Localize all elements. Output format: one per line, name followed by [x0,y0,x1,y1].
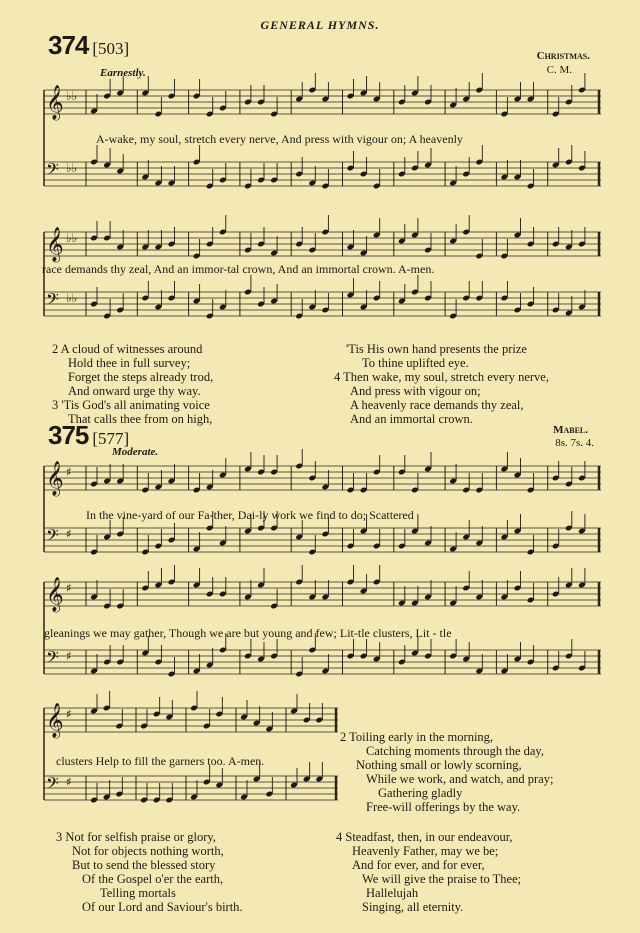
bass-clef-icon: 𝄢 [46,647,59,671]
verse-line: And an immortal crown. [350,412,473,426]
flat-icon: ♭♭ [66,231,78,245]
verse [52,342,213,398]
sharp-icon: ♯ [66,527,72,541]
verse-line: That calls thee from on high, [68,412,213,426]
verse-line: And onward urge thy way. [68,384,201,398]
hymn-374-title [48,30,129,61]
verse-line: Gathering gladly [378,786,463,800]
meter: 8s. 7s. 4. [555,437,594,449]
bass-clef-icon: 𝄢 [46,159,59,183]
meter: C. M. [546,64,572,76]
staff-system [40,86,603,216]
verse [56,830,243,914]
verse-line: And for ever, and for ever, [352,858,485,872]
verse-line: Telling mortals [100,886,176,900]
treble-clef-icon: 𝄞 [46,703,64,738]
hymn-alt-number: [577] [92,429,130,448]
sharp-icon: ♯ [66,707,72,721]
tempo-marking: Moderate. [112,446,159,458]
lyrics-line: race demands thy zeal, And an immor-tal crown, And an immortal crown. A-men. [42,262,435,276]
verse-line: But to send the blessed story [72,858,216,872]
treble-clef-icon: 𝄞 [46,85,64,120]
staff-system [40,228,603,338]
hymn-number: 375 [48,420,89,450]
verse-line: Not for objects nothing worth, [72,844,224,858]
verse-line: Hallelujah [366,886,419,900]
verse-line: 'Tis His own hand presents the prize [346,342,527,356]
sharp-icon: ♯ [66,581,72,595]
bass-clef-icon: 𝄢 [46,773,59,797]
lyrics-line: gleanings we may gather, Though we are but young and few; Lit-tle clusters, Lit - tle [44,626,452,640]
treble-clef-icon: 𝄞 [46,461,64,496]
treble-clef-icon: 𝄞 [46,577,64,612]
hymn-number: 374 [48,30,89,60]
verse-line: 2 Toiling early in the morning, [340,730,494,744]
flat-icon: ♭♭ [66,89,78,103]
verse-line: Forget the steps already trod, [68,370,214,384]
verse-line: Nothing small or lowly scorning, [356,758,522,772]
verse [346,342,527,370]
verse [340,730,553,814]
verse-line: 4 Then wake, my soul, stretch every nerve, [334,370,549,384]
verse-line: Hold thee in full survey; [68,356,191,370]
bass-clef-icon: 𝄢 [46,289,59,313]
verse-line: While we work, and watch, and pray; [366,772,554,786]
verse-line: A heavenly race demands thy zeal, [350,398,524,412]
tune-name: Christmas. [536,50,590,62]
sharp-icon: ♯ [66,775,72,789]
sharp-icon: ♯ [66,649,72,663]
verse-line: Free-will offerings by the way. [366,800,521,814]
tempo-marking: Earnestly. [100,67,146,79]
verse-line: 4 Steadfast, then, in our endeavour, [336,830,513,844]
verse-line: Heavenly Father, may we be; [352,844,499,858]
verse-line: 3 'Tis God's all animating voice [52,398,210,412]
flat-icon: ♭♭ [66,291,78,305]
verse-line: 2 A cloud of witnesses around [52,342,203,356]
treble-clef-icon: 𝄞 [46,227,64,262]
bass-clef-icon: 𝄢 [46,525,59,549]
verse-line: Catching moments through the day, [366,744,544,758]
verse-line: Of the Gospel o'er the earth, [82,872,224,886]
flat-icon: ♭♭ [66,161,78,175]
verse-line: 3 Not for selfish praise or glory, [56,830,216,844]
hymn-alt-number: [503] [92,39,130,58]
lyrics-line: A-wake, my soul, stretch every nerve, And press with vigour on; A heavenly [96,132,463,146]
verse [334,370,549,426]
verse-line: And press with vigour on; [350,384,481,398]
verse [336,830,521,914]
tune-name: Mabel. [553,424,588,436]
verse-line: Of our Lord and Saviour's birth. [82,900,243,914]
verse-line: To thine uplifted eye. [362,356,469,370]
page-header: GENERAL HYMNS. [260,18,380,32]
lyrics-line: clusters Help to fill the garners too. A-men. [56,754,265,768]
verse-line: We will give the praise to Thee; [362,872,522,886]
lyrics-line: In the vine-yard of our Fa-ther, Dai-ly work we find to do; Scattered [86,508,414,522]
sharp-icon: ♯ [66,465,72,479]
verse-line: Singing, all eternity. [362,900,464,914]
